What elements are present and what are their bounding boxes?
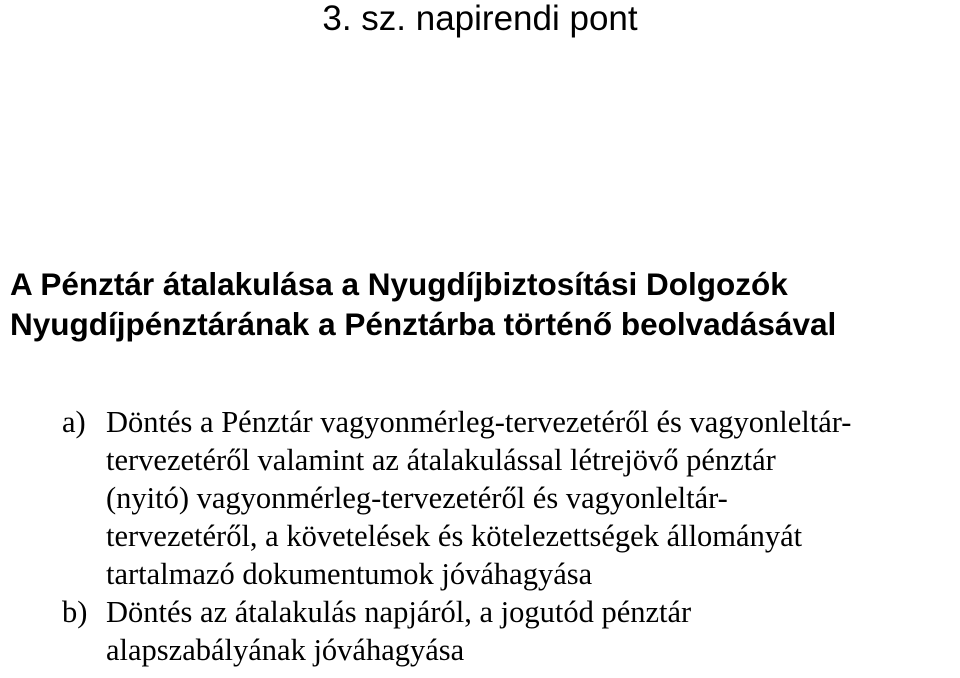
item-line: tervezetéről valamint az átalakulással létrejövő pénztár <box>106 443 776 477</box>
item-line: alapszabályának jóváhagyása <box>106 633 465 667</box>
agenda-heading: 3. sz. napirendi pont <box>322 0 638 38</box>
item-marker: b) <box>62 595 88 629</box>
agenda-item-a <box>0 403 960 593</box>
item-line: Döntés a Pénztár vagyonmérleg-tervezetéről és vagyonleltár- <box>106 405 852 439</box>
subject-line: A Pénztár átalakulása a Nyugdíjbiztosítási Dolgozók <box>10 266 788 302</box>
subject-line: Nyugdíjpénztárának a Pénztárba történő beolvadásával <box>10 306 837 342</box>
agenda-items-list <box>0 403 960 669</box>
item-line: tervezetéről, a követelések és kötelezettségek állományát <box>106 519 803 553</box>
item-line: (nyitó) vagyonmérleg-tervezetéről és vagyonleltár- <box>106 481 728 515</box>
agenda-subject <box>10 264 955 344</box>
item-marker: a) <box>62 405 86 439</box>
item-line: tartalmazó dokumentumok jóváhagyása <box>106 557 593 591</box>
item-line: Döntés az átalakulás napjáról, a jogutód pénztár <box>106 595 692 629</box>
agenda-item-b <box>0 593 960 669</box>
